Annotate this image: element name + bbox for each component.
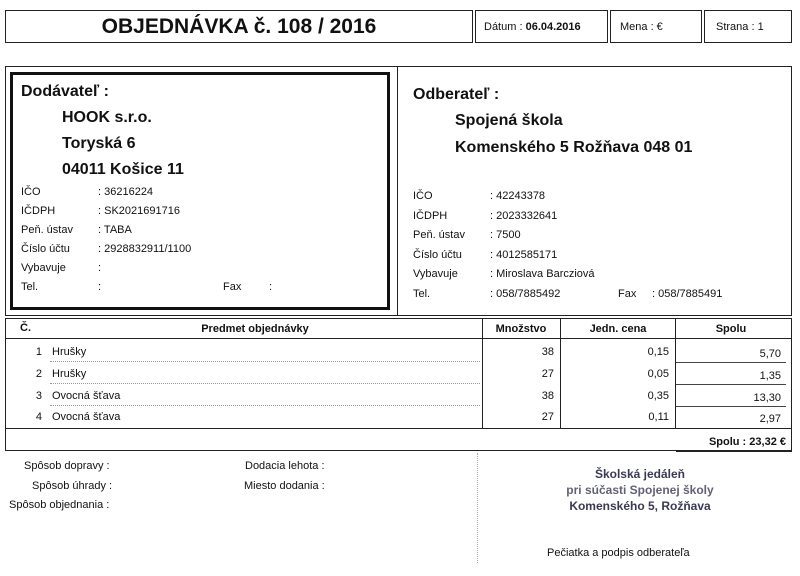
field-label: IČDPH [21,205,56,217]
field-label: Tel. [413,287,431,300]
field-label: Peň. ústav [413,229,465,241]
supplier-name: HOOK s.r.o. [62,109,152,126]
order-method-label: Spôsob objednania : [9,499,110,511]
row-total: 1,35 [759,370,781,382]
field-label: Peň. ústav [21,224,73,236]
field-value: : 2928832911/1100 [98,243,192,255]
row-total: 2,97 [759,413,781,425]
stamp-line: Komenského 5, Rožňava [569,499,711,513]
field-value: : SK2021691716 [98,205,180,217]
row-total: 5,70 [759,348,781,360]
field-label: Číslo účtu [413,248,462,261]
page-number: Strana : 1 [716,21,764,33]
supplier-city: 04011 Košice 11 [62,161,184,178]
row-unit-price: 0,15 [647,346,669,358]
sum-rule [676,451,792,452]
row-unit-price: 0,35 [647,390,669,402]
field-label: IČO [21,186,41,198]
col-header-qty: Množstvo [495,323,547,335]
signature-label: Pečiatka a podpis odberateľa [547,547,690,559]
buyer-name: Spojená škola [455,112,563,129]
row-qty: 27 [541,368,554,380]
date-field [484,21,581,33]
field-value: : [98,281,102,293]
buyer-address: Komenského 5 Rožňava 048 01 [455,139,693,156]
field-value: : 7500 [490,229,521,241]
delivery-method-label: Spôsob dopravy : [24,460,110,472]
fax-label: Fax [618,287,637,300]
row-qty: 38 [541,346,554,358]
buyer-field-row [413,190,722,210]
delivery-place-label: Miesto dodania : [244,480,325,492]
delivery-date-label: Dodacia lehota : [245,460,325,472]
supplier-field-row [21,281,272,300]
row-item: Hrušky [52,346,87,358]
row-number: 1 [35,346,42,358]
stamp-line: pri súčasti Spojenej školy [566,483,714,497]
field-value: : 36216224 [98,186,154,198]
buyer-field-row [413,210,722,230]
row-item: Ovocná šťava [52,411,121,423]
fax-label: Fax [223,281,242,293]
row-total-rule [676,384,786,385]
field-label: Vybavuje [413,268,458,280]
field-value: : 2023332641 [490,209,558,222]
payment-method-label: Spôsob úhrady : [32,480,113,492]
col-header-no: Č. [20,322,31,334]
supplier-field-row [21,224,272,243]
supplier-street: Toryská 6 [62,135,136,152]
col-header-item: Predmet objednávky [201,323,309,335]
currency-field: Mena : € [620,21,663,33]
supplier-field-row [21,205,272,224]
parties-divider [397,66,398,316]
row-number: 3 [35,390,42,402]
field-label: Vybavuje [21,262,66,274]
supplier-field-row [21,186,272,205]
row-number: 2 [35,368,42,380]
row-item: Ovocná šťava [52,390,121,402]
field-value: : 058/7885492 [490,287,561,300]
field-value: : 4012585171 [490,248,558,261]
buyer-heading: Odberateľ : [413,86,500,103]
supplier-fields [21,186,272,300]
field-label: IČO [413,190,433,202]
col-header-total: Spolu [715,323,747,335]
field-label: IČDPH [413,209,448,222]
row-total-rule [676,362,786,363]
row-rule [50,361,480,362]
row-qty: 27 [541,411,554,423]
date-value: 06.04.2016 [525,21,581,33]
sum-value: 23,32 € [749,436,786,448]
document-title: OBJEDNÁVKA č. 108 / 2016 [101,15,377,38]
table-header-rule [5,338,792,339]
buyer-field-row [413,249,722,269]
date-label: Dátum : [484,21,523,33]
school-stamp [520,467,760,515]
col-header-unit: Jedn. cena [589,323,647,335]
row-item: Hrušky [52,368,87,380]
field-value: : Miroslava Barcziová [490,268,595,280]
buyer-fields [413,190,722,307]
row-unit-price: 0,05 [647,368,669,380]
row-unit-price: 0,11 [648,411,669,423]
table-sum-rule [5,428,792,429]
field-value: : [98,262,102,274]
row-rule [50,383,480,384]
row-total: 13,30 [753,392,781,404]
field-value: : TABA [98,224,132,236]
fax-value: : 058/7885491 [652,287,723,300]
sum-field [676,436,786,448]
sum-label: Spolu : [708,436,747,448]
supplier-field-row [21,262,272,281]
buyer-field-row [413,288,722,308]
buyer-field-row [413,229,722,249]
stamp-line: Školská jedáleň [594,467,686,481]
row-total-rule [676,406,786,407]
row-number: 4 [35,411,42,423]
field-label: Číslo účtu [21,243,70,255]
fax-value: : [269,281,273,293]
field-value: : 42243378 [490,190,546,202]
row-qty: 38 [541,390,554,402]
field-label: Tel. [21,281,39,293]
signature-area [477,453,479,563]
row-rule [50,405,480,406]
supplier-heading: Dodávateľ : [21,83,109,100]
supplier-field-row [21,243,272,262]
buyer-field-row [413,268,722,288]
